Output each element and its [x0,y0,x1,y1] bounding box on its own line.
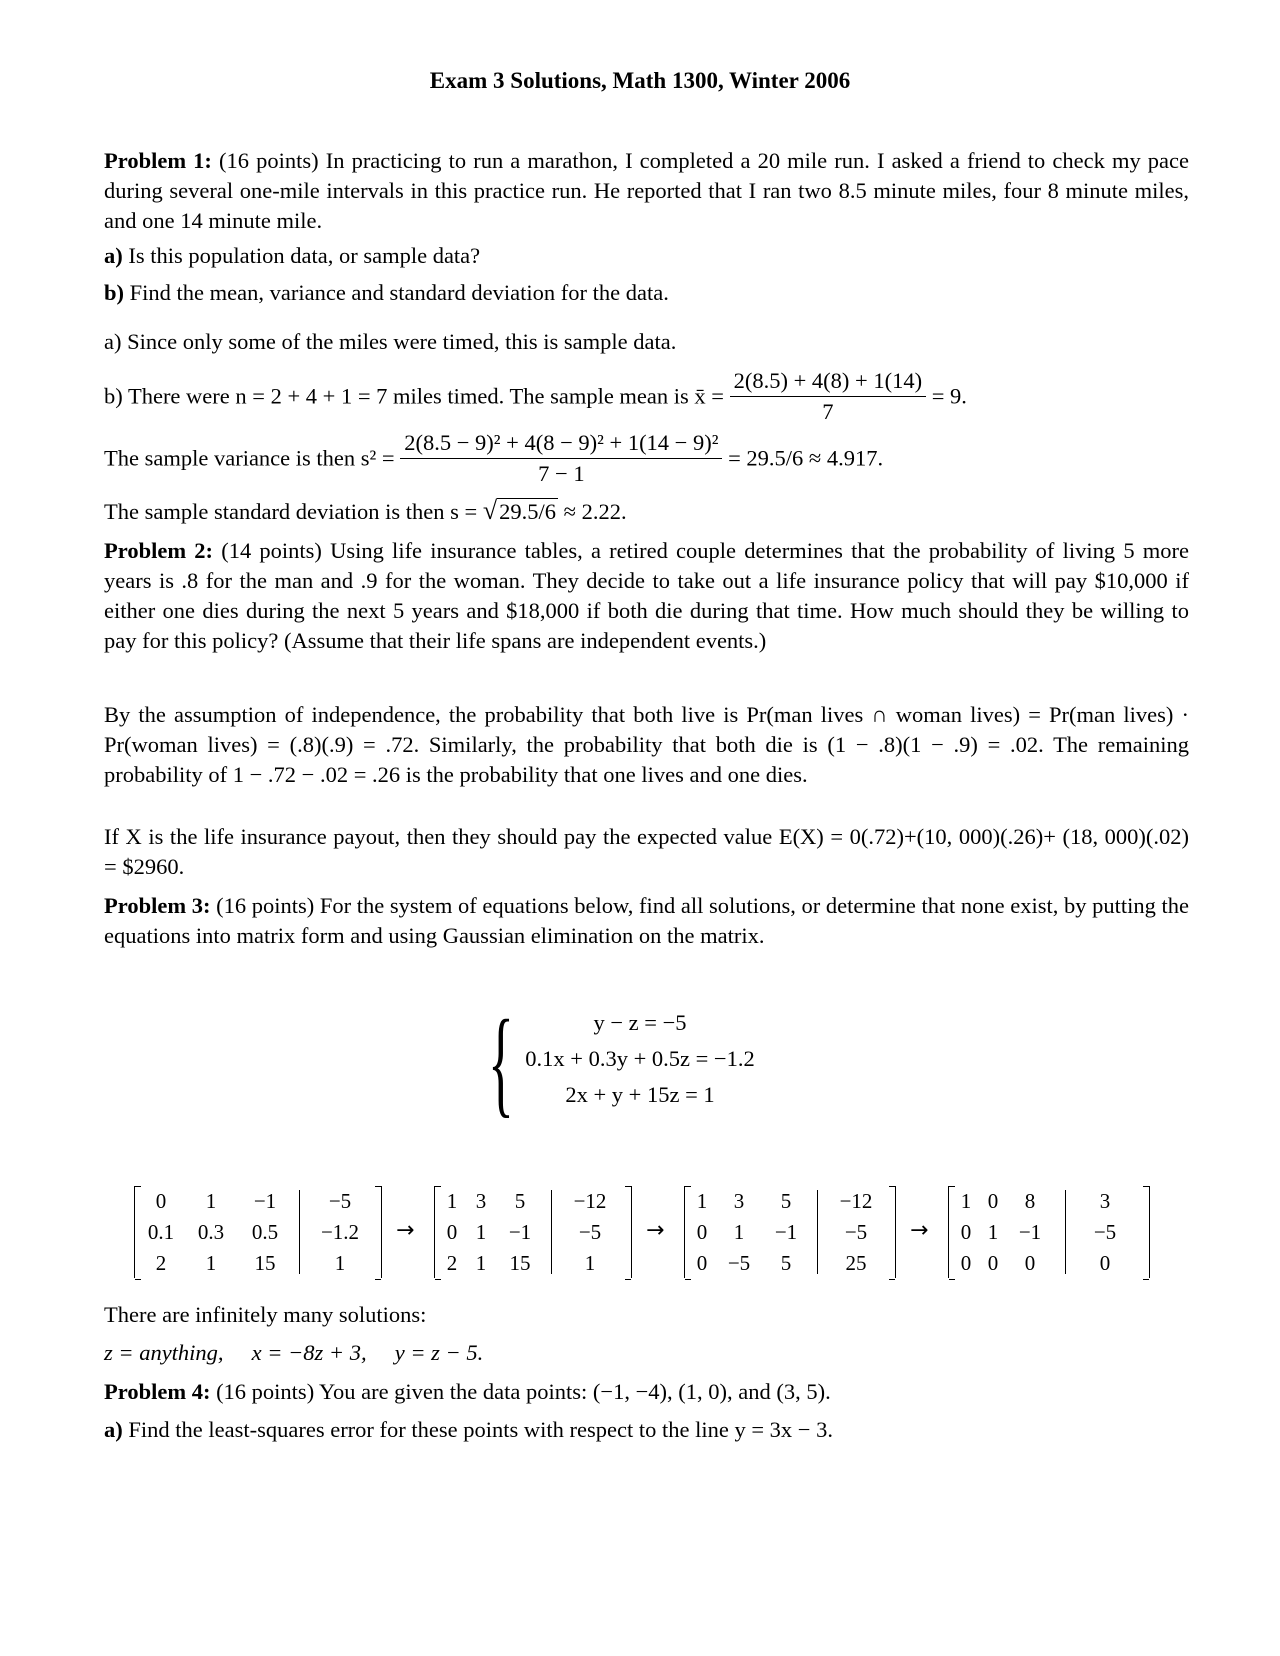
equation-2: 0.1x + 0.3y + 0.5z = −1.2 [525,1046,755,1071]
matrix-cell: 2 [446,1251,458,1275]
question-b-text: Find the mean, variance and standard deviation for the data. [129,280,669,305]
matrix-cell: −5 [578,1220,602,1244]
sqrt-radicand: 29.5/6 [499,499,557,524]
sqrt-sign-icon: √ [482,496,498,525]
matrix-cell: 1 [987,1220,999,1244]
matrix-cell: 0 [987,1189,999,1213]
matrix-cell: 0 [155,1189,167,1213]
matrix-cell: 5 [514,1189,526,1213]
question-b-label: b) [104,280,125,305]
matrix-cell: −5 [1093,1220,1117,1244]
answer-a: a) Since only some of the miles were timed, this is sample data. [104,329,677,354]
matrix-cell: −12 [839,1189,873,1213]
problem-4-statement [104,1377,831,1407]
problem-1-statement [104,146,1189,236]
question-a-text: Find the least-squares error for these points with respect to the line y = 3x − 3. [128,1417,833,1442]
answer-b-variance [104,428,883,489]
matrix-cell: −5 [727,1251,751,1275]
answer-b-std-dev [104,496,627,527]
question-a-text: Is this population data, or sample data? [128,243,481,268]
matrix-cell: 1 [334,1251,346,1275]
matrix-cell: 1 [696,1189,708,1213]
matrix-cell: −1 [508,1220,532,1244]
matrix-cell: 0 [987,1251,999,1275]
problem-2-answer-2: If X is the life insurance payout, then they should pay the expected value E(X) = 0(.72)+(10, 000)(.26)+ (18, 000)(.02) = $2960. [104,824,1189,879]
augmented-matrix-2 [434,1186,632,1278]
matrix-cell: 2 [155,1251,167,1275]
matrix-cell: 1 [475,1220,487,1244]
matrix-cell: 0 [960,1251,972,1275]
question-a-label: a) [104,243,123,268]
question-a-label: a) [104,1417,123,1442]
matrix-cell: −12 [573,1189,607,1213]
equation-1: y − z = −5 [593,1010,687,1035]
augmented-matrix-3 [684,1186,896,1278]
matrix-cell: 25 [845,1251,867,1275]
problem-4-heading: Problem 4: [104,1379,211,1404]
problem-1-question-b [104,278,669,308]
matrix-cell: 1 [584,1251,596,1275]
matrix-cell: 3 [733,1189,745,1213]
answer-b-mean [104,366,967,427]
problem-1-question-a [104,241,480,271]
matrix-cell: −1 [1018,1220,1042,1244]
matrix-cell: 0 [960,1220,972,1244]
problem-3-statement [104,891,1189,951]
problem-3-text: (16 points) For the system of equations below, find all solutions, or determine that none exist, by putting the equations into matrix form and using Gaussian elimination on the matrix. [104,893,1190,948]
problem-4-question-a [104,1415,833,1445]
matrix-cell: 1 [475,1251,487,1275]
matrix-cell: 0 [446,1220,458,1244]
matrix-cell: 5 [780,1251,792,1275]
matrix-cell: 3 [1099,1189,1111,1213]
matrix-cell: 0.3 [197,1220,225,1244]
variance-denominator: 7 − 1 [538,461,585,486]
matrix-cell: −5 [328,1189,352,1213]
matrix-cell: 1 [733,1220,745,1244]
matrix-cell: 1 [205,1251,217,1275]
std-dev-result: ≈ 2.22. [563,499,627,524]
equation-3: 2x + y + 15z = 1 [565,1082,715,1107]
augment-divider [551,1190,552,1274]
matrix-cell: 0.1 [147,1220,175,1244]
matrix-cell: 0 [1099,1251,1111,1275]
std-dev-prefix: The sample standard deviation is then s = [104,499,478,524]
mean-fraction [730,366,926,427]
augment-divider [1065,1190,1066,1274]
augment-divider [299,1190,300,1274]
problem-2-statement [104,536,1189,656]
matrix-cell: 1 [446,1189,458,1213]
problem-3-heading: Problem 3: [104,893,211,918]
problem-1-heading: Problem 1: [104,148,212,173]
matrix-cell: 8 [1024,1189,1036,1213]
matrix-cell: 3 [475,1189,487,1213]
augmented-matrix-4 [948,1186,1150,1278]
problem-1-text: (16 points) In practicing to run a marathon, I completed a 20 mile run. I asked a friend to check my pace during several one-mile intervals in this practice run. He reported that I ran two 8.5 minute miles, four 8 minute miles, and one 14 minute mile. [104,148,1190,233]
mean-result: = 9. [931,383,967,409]
mean-numerator: 2(8.5) + 4(8) + 1(14) [730,366,926,397]
augment-divider [817,1190,818,1274]
arrow-right-icon: → [396,1218,415,1243]
matrix-cell: 0.5 [251,1220,279,1244]
matrix-cell: 0 [1024,1251,1036,1275]
problem-2-text: (14 points) Using life insurance tables, a retired couple determines that the probability of living 5 more years is .8 for the man and .9 for the woman. They decide to take out a life insurance policy that will pay $10,000 if either one dies during the next 5 years and $18,000 if both die during that time. How much should they be willing to pay for this policy? (Assume that their life spans are independent events.) [104,538,1190,653]
matrix-cell: −1 [253,1189,277,1213]
matrix-cell: 0 [696,1251,708,1275]
variance-result: = 29.5/6 ≈ 4.917. [728,445,884,471]
problem-3-solution: z = anything, x = −8z + 3, y = z − 5. [104,1340,484,1365]
variance-fraction [400,428,722,489]
problem-4-text: (16 points) You are given the data points: (−1, −4), (1, 0), and (3, 5). [216,1379,831,1404]
arrow-right-icon: → [910,1218,929,1243]
matrix-cell: 1 [960,1189,972,1213]
matrix-cell: −1.2 [320,1220,360,1244]
matrix-cell: 15 [509,1251,531,1275]
arrow-right-icon: → [646,1218,665,1243]
variance-prefix: The sample variance is then s² = [104,445,395,471]
matrix-cell: 1 [205,1189,217,1213]
problem-2-heading: Problem 2: [104,538,214,563]
augmented-matrix-1 [134,1186,382,1278]
matrix-cell: 15 [254,1251,276,1275]
variance-numerator: 2(8.5 − 9)² + 4(8 − 9)² + 1(14 − 9)² [400,428,722,459]
matrix-cell: −1 [774,1220,798,1244]
mean-denominator: 7 [822,399,834,424]
mean-prefix: b) There were n = 2 + 4 + 1 = 7 miles timed. The sample mean is x̄ = [104,383,724,409]
problem-3-conclusion: There are infinitely many solutions: [104,1302,427,1327]
matrix-cell: 0 [696,1220,708,1244]
problem-2-answer-1: By the assumption of independence, the probability that both live is Pr(man lives ∩ woman lives) = Pr(man lives) · Pr(woman lives) = (.8)(.9) = .72. Similarly, the probability that both die is (1 − .8)(1 − .9) = .02. The remaining probability of 1 − .72 − .02 = .26 is the probability that one lives and one dies. [104,702,1189,787]
matrix-cell: 5 [780,1189,792,1213]
left-brace-icon: { [488,995,514,1128]
matrix-cell: −5 [844,1220,868,1244]
page-title: Exam 3 Solutions, Math 1300, Winter 2006 [429,68,851,93]
